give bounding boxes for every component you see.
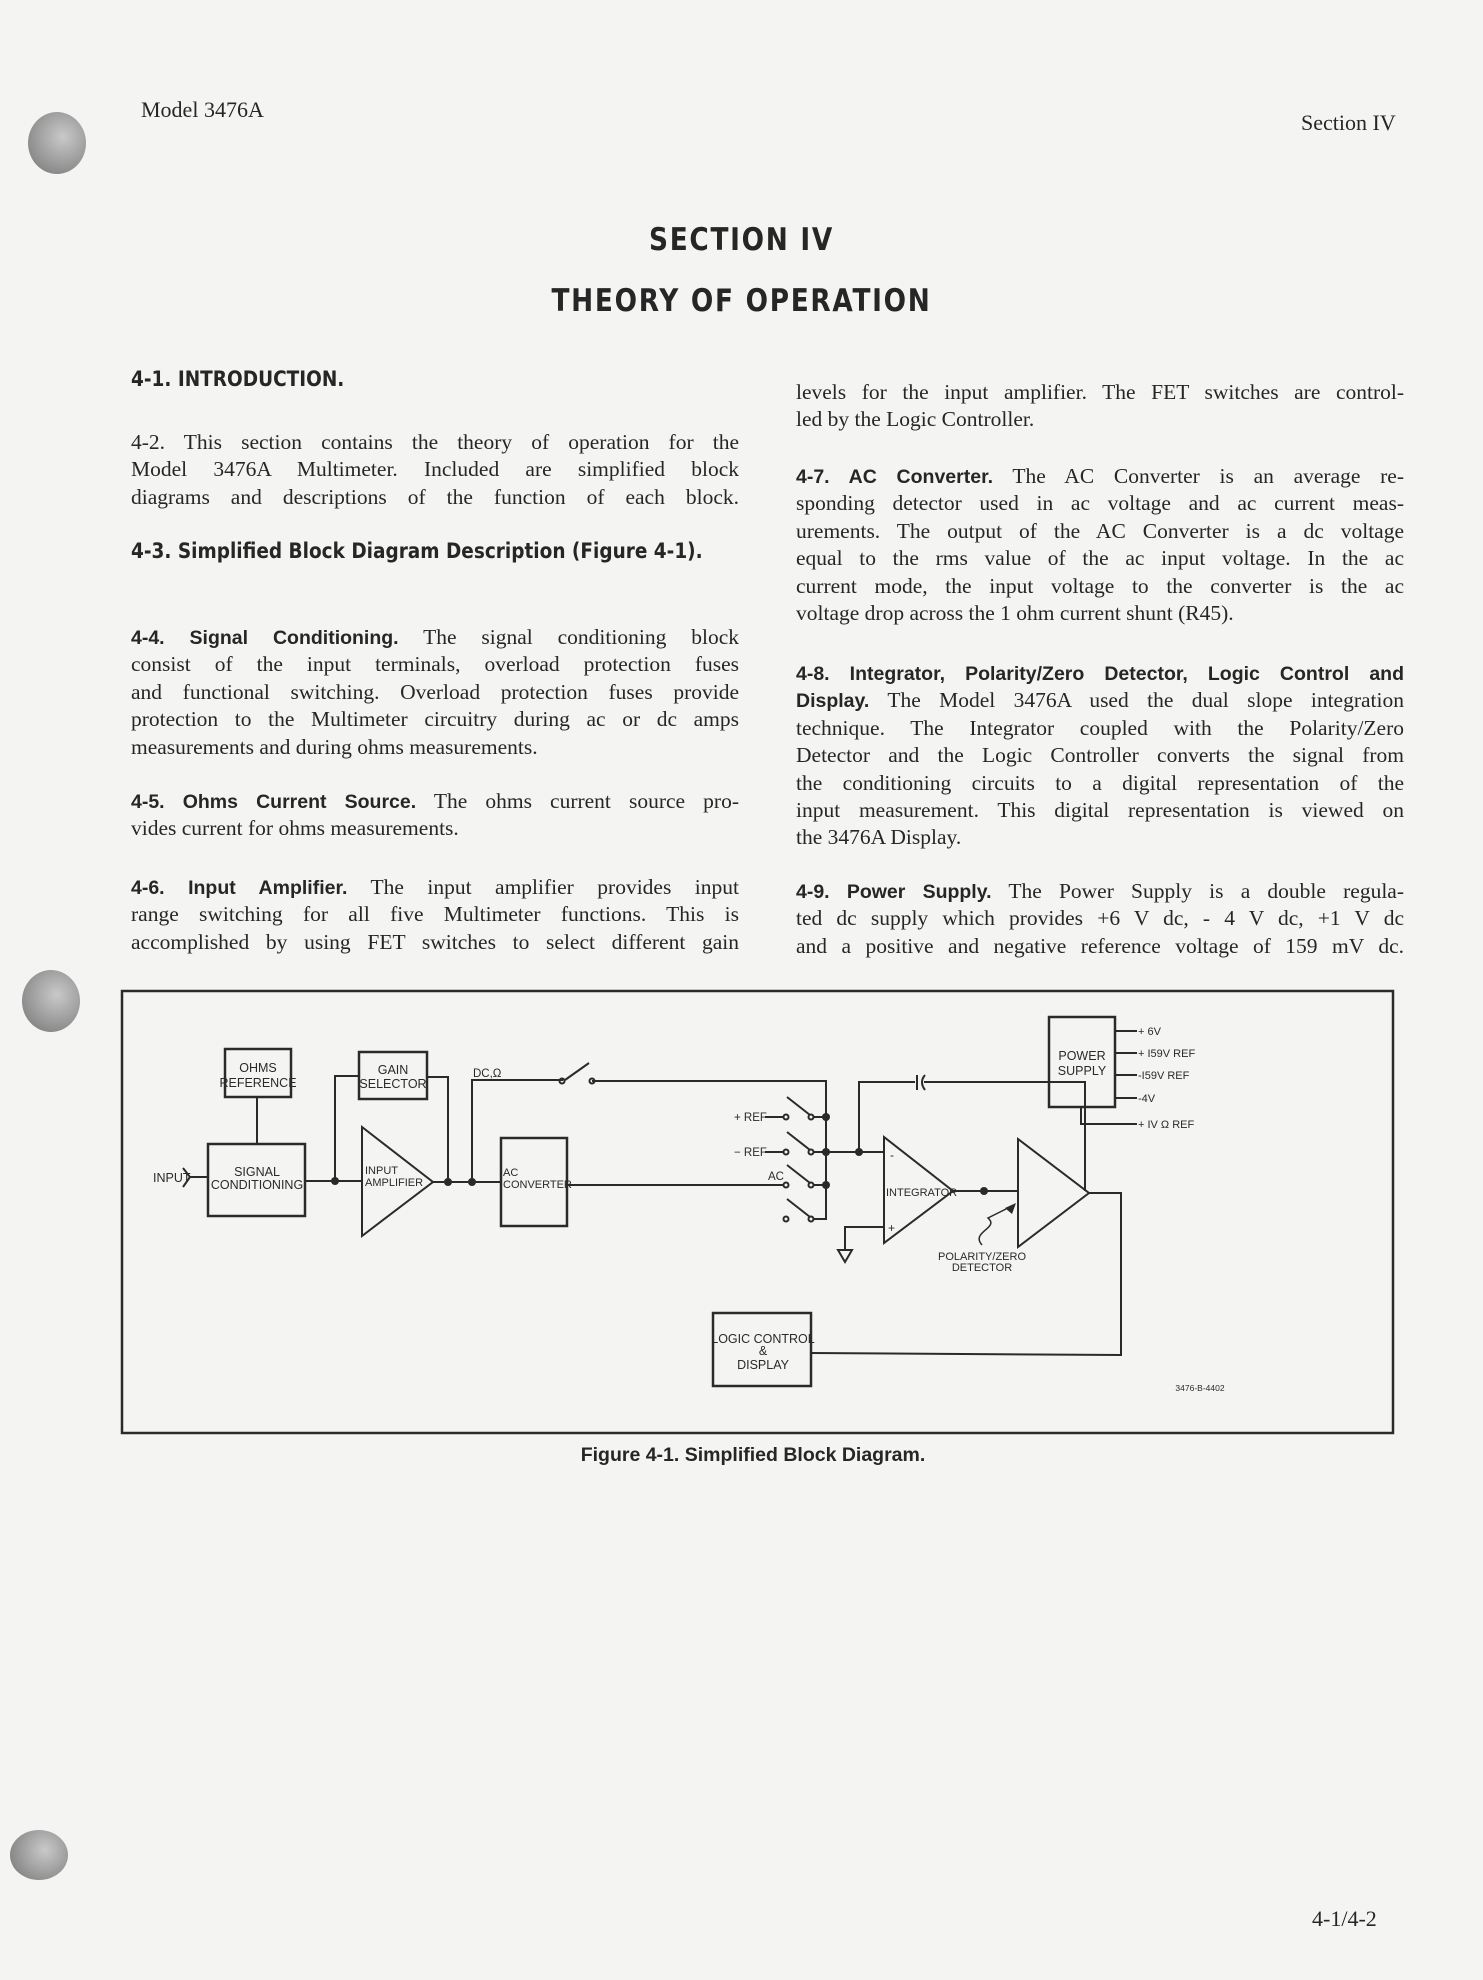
ac-label: AC (768, 1171, 784, 1183)
ac-converter-label-2: CONVERTER (503, 1179, 572, 1191)
paragraph-text: input measurement. This digital representation is viewed on (796, 797, 1404, 822)
output-1v-ohm-ref-label: + IV Ω REF (1138, 1119, 1195, 1131)
paragraph-text: Model 3476A Multimeter. Included are simplified block (131, 457, 739, 482)
input-label: INPUT (153, 1171, 191, 1185)
paragraph-lead: 4-9. Power Supply. (796, 881, 992, 903)
paragraph-text: The signal conditioning block (398, 625, 739, 649)
paragraph-text: ted dc supply which provides +6 V dc, - 4 V dc, +1 V dc (796, 906, 1404, 931)
paragraph-text: vides current for ohms measurements. (131, 816, 459, 841)
paragraph-text: led by the Logic Controller. (796, 407, 1035, 432)
paragraph-text: Detector and the Logic Controller converts the signal from (796, 743, 1404, 768)
output-159v-ref-plus-label: + I59V REF (1138, 1048, 1196, 1060)
integrator-label: INTEGRATOR (886, 1187, 958, 1199)
paragraph-text: The AC Converter is an average re- (993, 464, 1404, 488)
paragraph-lead: 4-5. Ohms Current Source. (131, 791, 417, 813)
power-supply-label-2: SUPPLY (1057, 1064, 1107, 1078)
gain-selector-label-2: SELECTOR (359, 1077, 427, 1091)
ohms-reference-label: OHMS (239, 1061, 277, 1075)
paragraph-text: current mode, the input voltage to the converter is the ac (796, 573, 1404, 598)
comparator-triangle (1018, 1139, 1089, 1247)
section-heading: 4-1. INTRODUCTION. (131, 367, 345, 391)
paragraph-text: measurements and during ohms measurements. (131, 734, 538, 759)
input-amplifier-label-2: AMPLIFIER (365, 1177, 424, 1189)
integrator-plus: + (888, 1221, 896, 1235)
paragraph-lead: 4-4. Signal Conditioning. (131, 627, 399, 649)
paragraph-text: levels for the input amplifier. The FET switches are control- (796, 380, 1404, 404)
ac-converter-label: AC (503, 1167, 519, 1179)
paragraph-text: diagrams and descriptions of the function of each block. (131, 484, 739, 509)
gain-selector-label: GAIN (377, 1063, 409, 1077)
paragraph-text: range switching for all five Multimeter functions. This is (131, 902, 739, 927)
paragraph-text: and functional switching. Overload protection fuses provide (131, 679, 739, 704)
paragraph-text: The Model 3476A used the dual slope integration (869, 688, 1404, 713)
plus-ref-label: + REF (734, 1112, 767, 1124)
paragraph-lead: 4-7. AC Converter. (796, 466, 994, 488)
paragraph-text: The ohms current source pro- (416, 789, 739, 813)
paragraph-text: and a positive and negative reference voltage of 159 mV dc. (796, 933, 1404, 958)
output-6v-label: + 6V (1138, 1026, 1161, 1038)
paragraph-text: sponding detector used in ac voltage and ac current meas- (796, 491, 1404, 516)
output-159v-ref-minus-label: -I59V REF (1138, 1070, 1190, 1082)
power-supply-label: POWER (1058, 1049, 1106, 1063)
paragraph-text: the 3476A Display. (796, 825, 962, 850)
integrator-minus: - (890, 1148, 894, 1162)
output-4v-label: -4V (1138, 1093, 1156, 1105)
page-number: 4-1/4-2 (1312, 1906, 1377, 1931)
paragraph-text: The input amplifier provides input (347, 875, 739, 899)
logic-control-label-3: DISPLAY (737, 1358, 789, 1372)
header-section: Section IV (1301, 110, 1396, 135)
ohms-reference-label-2: REFERENCE (219, 1076, 297, 1090)
signal-conditioning-label: SIGNAL (234, 1165, 280, 1179)
paragraph-text: technique. The Integrator coupled with the Polarity/Zero (796, 715, 1404, 740)
paragraph-lead: 4-8. Integrator, Polarity/Zero Detector, Logic Control and (796, 663, 1404, 685)
logic-control-label-2: & (758, 1344, 768, 1358)
paragraph-text: The Power Supply is a double regula- (991, 879, 1404, 903)
section-title: SECTION IV (649, 222, 834, 258)
section-heading: 4-3. Simplified Block Diagram Description (Figure 4-1). (131, 539, 703, 563)
paragraph-lead: Display. (796, 690, 870, 713)
minus-ref-label: − REF (734, 1147, 767, 1159)
drawing-number: 3476-B-4402 (1175, 1383, 1225, 1393)
polarity-detector-label-2: DETECTOR (951, 1262, 1013, 1274)
polarity-detector-label: POLARITY/ZERO (937, 1251, 1027, 1263)
paragraph-text: consist of the input terminals, overload protection fuses (131, 652, 739, 677)
dc-ohm-label: DC,Ω (473, 1068, 502, 1080)
input-amplifier-label: INPUT (365, 1165, 398, 1177)
section-subtitle: THEORY OF OPERATION (551, 283, 932, 319)
figure-caption: Figure 4-1. Simplified Block Diagram. (580, 1444, 926, 1466)
paragraph-text: protection to the Multimeter circuitry during ac or dc amps (131, 707, 739, 732)
paragraph-text: voltage drop across the 1 ohm current shunt (R45). (796, 600, 1234, 625)
paragraph-text: the conditioning circuits to a digital representation of the (796, 770, 1404, 795)
paragraph-text: accomplished by using FET switches to select different gain (131, 929, 739, 954)
header-model: Model 3476A (141, 97, 264, 122)
paragraph-text: urements. The output of the AC Converter is a dc voltage (796, 518, 1404, 543)
paragraph-text: 4-2. This section contains the theory of operation for the (131, 430, 739, 454)
paragraph-lead: 4-6. Input Amplifier. (131, 877, 348, 899)
logic-control-label: LOGIC CONTROL (711, 1332, 815, 1346)
paragraph-text: equal to the rms value of the ac input voltage. In the ac (796, 546, 1404, 571)
signal-conditioning-label-2: CONDITIONING (210, 1178, 304, 1192)
